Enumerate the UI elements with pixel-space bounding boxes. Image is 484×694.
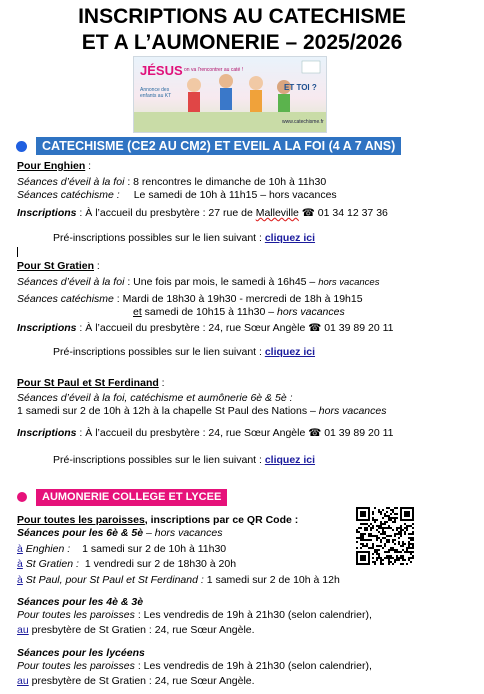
page-title-line1: INSCRIPTIONS AU CATECHISME xyxy=(78,5,406,28)
enghien-eveil-text: : 8 rencontres le dimanche de 10h à 11h30 xyxy=(124,176,327,188)
lyceens-text2: presbytère de St Gratien : 24, rue Sœur Angèle. xyxy=(28,675,255,687)
paul-block-title xyxy=(17,377,165,390)
paul-line1: Séances d’éveil à la foi, catéchisme et aumônerie 6è & 5è : xyxy=(17,392,293,404)
paul-preinscription-line xyxy=(53,454,315,467)
aum-enghien-label: Enghien : xyxy=(22,543,71,555)
gratien-insc-label: Inscriptions xyxy=(17,322,77,334)
catechism-banner-image xyxy=(133,56,327,133)
text-cursor xyxy=(17,247,18,257)
enghien-insc-street: Malleville xyxy=(255,207,299,219)
paul-cliquez-ici-link[interactable]: cliquez ici xyxy=(264,454,316,466)
aum-paul-line xyxy=(17,574,340,587)
enghien-insc-phone: ☎ 01 34 12 37 36 xyxy=(298,207,388,219)
aum-gratien-label: St Gratien : xyxy=(22,558,79,570)
enghien-preinscription-line xyxy=(53,232,315,245)
aum-paul-text: 1 samedi sur 2 de 10h à 12h xyxy=(203,574,340,586)
paul-inscriptions-line xyxy=(17,427,394,440)
lyceens-text: : Les vendredis de 19h à 21h30 (selon calendrier), xyxy=(134,660,372,672)
paul-pre-text: Pré-inscriptions possibles sur le lien suivant : xyxy=(53,454,265,466)
gratien-cat-line xyxy=(17,293,363,306)
enghien-eveil-line xyxy=(17,176,326,189)
gratien-cat-line2 xyxy=(133,306,345,319)
paul-line2 xyxy=(17,405,386,418)
banner-jesus-text: JÉSUS xyxy=(140,63,183,78)
gratien-eveil-hors: hors vacances xyxy=(318,277,380,288)
gratien-title: Pour St Gratien xyxy=(17,260,95,272)
enghien-cat-text: Le samedi de 10h à 11h15 – hors vacances xyxy=(133,189,337,201)
aum-paul-label: St Paul, pour St Paul et St Ferdinand : xyxy=(22,574,204,586)
enghien-pre-text: Pré-inscriptions possibles sur le lien suivant : xyxy=(53,232,265,244)
qr-code-icon xyxy=(356,507,414,565)
banner-subtitle: on va l'rencontrer au caté ! xyxy=(184,67,244,73)
enghien-title: Pour Enghien xyxy=(17,160,86,172)
aum-enghien-a: à xyxy=(17,543,23,555)
s65-label: Séances pour les 6è & 5è xyxy=(17,527,144,539)
s43-au: au xyxy=(17,624,29,636)
aum-gratien-a: à xyxy=(17,558,23,570)
section-bullet-blue xyxy=(16,141,27,152)
enghien-inscriptions-line xyxy=(17,207,388,220)
s43-text: : Les vendredis de 19h à 21h30 (selon calendrier), xyxy=(134,609,372,621)
paul-line2-text: 1 samedi sur 2 de 10h à 12h à la chapelle St Paul des Nations – xyxy=(17,405,319,417)
section-heading-catechisme: CATECHISME (CE2 AU CM2) ET EVEIL A LA FOI (4 A 7 ANS) xyxy=(36,137,401,155)
aum-enghien-text: 1 samedi sur 2 de 10h à 11h30 xyxy=(82,543,227,555)
aum-enghien-line xyxy=(17,543,226,556)
lyceens-label: Pour toutes les paroisses xyxy=(17,660,135,672)
banner-site: www.catechisme.fr xyxy=(282,119,324,125)
paul-insc-text: : À l’accueil du presbytère : 24, rue Sœur Angèle ☎ 01 39 89 20 11 xyxy=(76,427,394,439)
all-parishes-label: Pour toutes les paroisses xyxy=(17,514,145,526)
section-bullet-pink xyxy=(17,492,27,502)
qr-code-image[interactable] xyxy=(356,507,414,565)
gratien-colon: : xyxy=(94,260,100,272)
enghien-block-title xyxy=(17,160,91,173)
gratien-insc-text: : À l’accueil du presbytère : 24, rue Sœur Angèle ☎ 01 39 89 20 11 xyxy=(76,322,394,334)
gratien-eveil-text: : Une fois par mois, le samedi à 16h45 – xyxy=(124,276,319,288)
all-parishes-rest: , inscriptions par ce QR Code : xyxy=(144,514,299,526)
enghien-cat-label: Séances catéchisme : xyxy=(17,189,120,201)
enghien-cliquez-ici-link[interactable]: cliquez ici xyxy=(264,232,316,244)
gratien-cat-hors: hors vacances xyxy=(277,306,345,318)
s43-line2 xyxy=(17,624,255,637)
gratien-block-title xyxy=(17,260,100,273)
gratien-cat-label: Séances catéchisme xyxy=(17,293,114,305)
aum-gratien-text: 1 vendredi sur 2 de 18h30 à 20h xyxy=(84,558,237,570)
s43-label: Pour toutes les paroisses xyxy=(17,609,135,621)
gratien-eveil-line xyxy=(17,276,379,289)
enghien-insc-label: Inscriptions xyxy=(17,207,77,219)
gratien-cat-et: et xyxy=(133,306,142,318)
enghien-eveil-label: Séances d’éveil à la foi xyxy=(17,176,125,188)
aum-paul-a: à xyxy=(17,574,23,586)
gratien-pre-text: Pré-inscriptions possibles sur le lien suivant : xyxy=(53,346,265,358)
banner-tagline: Annonce des enfants au KT xyxy=(140,87,172,99)
banner-et-toi: ET TOI ? xyxy=(284,83,317,92)
lyceens-title: Séances pour les lycéens xyxy=(17,647,145,659)
gratien-cat-text: : Mardi de 18h30 à 19h30 - mercredi de 18h à 19h15 xyxy=(113,293,363,305)
gratien-cat-text2: samedi de 10h15 à 11h30 – xyxy=(141,306,278,318)
all-parishes-line xyxy=(17,514,298,527)
section-heading-aumonerie: AUMONERIE COLLEGE ET LYCEE xyxy=(36,489,227,506)
aum-gratien-line xyxy=(17,558,236,571)
paul-insc-label: Inscriptions xyxy=(17,427,77,439)
gratien-eveil-label: Séances d’éveil à la foi xyxy=(17,276,125,288)
lyceens-line2 xyxy=(17,675,255,688)
s43-line1 xyxy=(17,609,372,622)
paul-colon: : xyxy=(158,377,165,389)
paul-title: Pour St Paul et St Ferdinand xyxy=(17,377,159,389)
paul-line2-hors: hors vacances xyxy=(318,405,387,417)
gratien-inscriptions-line xyxy=(17,322,394,335)
enghien-insc-text: : À l’accueil du presbytère : 27 rue de xyxy=(76,207,256,219)
s65-rest: – hors vacances xyxy=(143,527,223,539)
lyceens-line1 xyxy=(17,660,372,673)
enghien-cat-line xyxy=(17,189,337,202)
lyceens-au: au xyxy=(17,675,29,687)
gratien-cliquez-ici-link[interactable]: cliquez ici xyxy=(264,346,316,358)
s43-title: Séances pour les 4è & 3è xyxy=(17,596,144,608)
s65-line xyxy=(17,527,222,540)
s43-text2: presbytère de St Gratien : 24, rue Sœur Angèle. xyxy=(28,624,255,636)
gratien-preinscription-line xyxy=(53,346,315,359)
enghien-colon: : xyxy=(85,160,92,172)
page-title-line2: ET A L’AUMONERIE – 2025/2026 xyxy=(81,31,403,54)
